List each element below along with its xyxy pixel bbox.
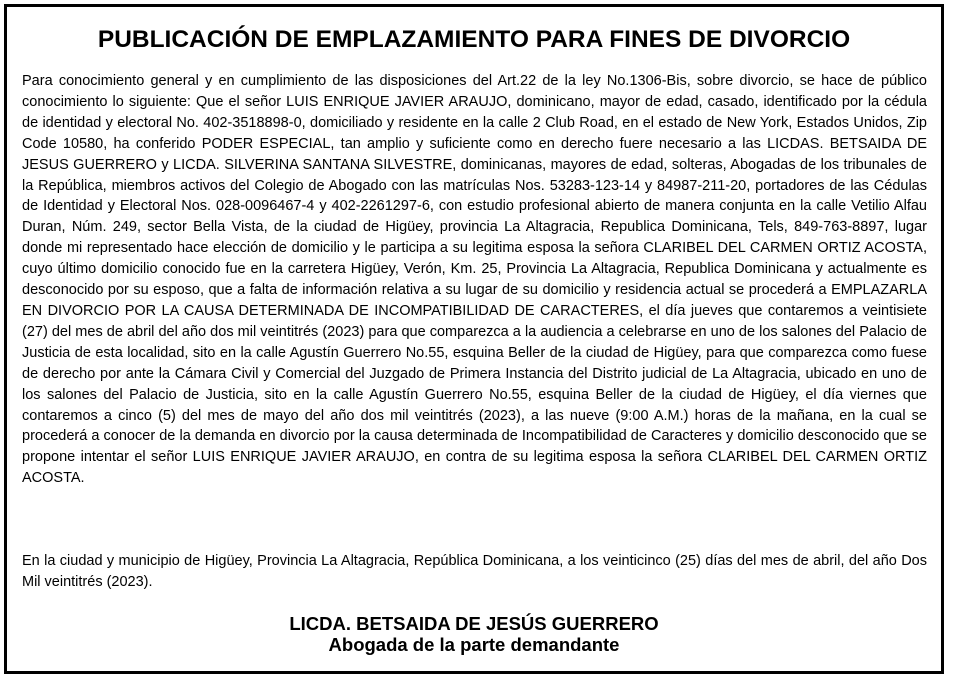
signature-role: Abogada de la parte demandante [328, 634, 620, 655]
notice-body-paragraph: Para conocimiento general y en cumplimiento de las disposiciones del Art.22 de la ley No.1306-Bis, sobre divorcio, se hace de público conocimiento lo siguiente: Que el señor LUIS ENRIQUE JAVIER ARAUJO, dominicano, mayor de edad, casado, identificado por la cédula de identidad y electoral No. 402-3518898-0, domiciliado y residente en la calle 2 Club Road, en el estado de New York, Estados Unidos, Zip Code 10580, ha conferido PODER ESPECIAL, tan amplio y suficiente como en derecho fuere necesario a las LICDAS. BETSAIDA DE JESUS GUERRERO y LICDA. SILVERINA SANTANA SILVESTRE, dominicanas, mayores de edad, solteras, Abogadas de los tribunales de la República, miembros activos del Colegio de Abogado con las matrículas Nos. 53283-123-14 y 84987-211-20, portadores de las Cédulas de Identidad y Electoral Nos. 028-0096467-4 y 402-2261297-6, con estudio profesional abierto de manera conjunta en la calle Vetilio Alfau Duran, Núm. 249, sector Bella Vista, de la ciudad de Higüey, provincia La Altagracia, Republica Dominicana, Tels, 849-763-8897, lugar donde mi representado hace elección de domicilio y le participa a su legitima esposa la señora CLARIBEL DEL CARMEN ORTIZ ACOSTA, cuyo último domicilio conocido fue en la carretera Higüey, Verón, Km. 25, Provincia La Altagracia, Republica Dominicana y actualmente es desconocido por su esposo, que a falta de información relativa a su lugar de su domicilio y residencia actual se procederá a EMPLAZARLA EN DIVORCIO POR LA CAUSA DETERMINADA DE INCOMPATIBILIDAD DE CARACTERES, el día jueves que contaremos a veintisiete (27) del mes de abril del año dos mil veintitrés (2023) para que comparezca a la audiencia a celebrarse en uno de los salones del Palacio de Justicia de esta localidad, sito en la calle Agustín Guerrero No.55, esquina Beller de la ciudad de Higüey, para que comparezca como fuese de derecho por ante la Cámara Civil y Comercial del Juzgado de Primera Instancia del Distrito judicial de La Altagracia, ubicado en uno de los salones del Palacio de Justicia, sito en la calle Agustín Guerrero No.55, esquina Beller de la ciudad de Higüey, el día viernes que contaremos a cinco (5) del mes de mayo del año dos mil veintitrés (2023), a las nueve (9:00 A.M.) horas de la mañana, en la cual se procederá a conocer de la demanda en divorcio por la causa determinada de Incompatibilidad de Caracteres y domicilio desconocido que se propone intentar el señor LUIS ENRIQUE JAVIER ARAUJO, en contra de su legitima esposa la señora CLARIBEL DEL CARMEN ORTIZ ACOSTA. [22, 73, 927, 487]
notice-date-paragraph: En la ciudad y municipio de Higüey, Provincia La Altagracia, República Dominicana, a los veinticinco (25) días del mes de abril, del año Dos Mil veintitrés (2023). [22, 553, 927, 590]
legal-notice [4, 4, 944, 674]
notice-title: PUBLICACIÓN DE EMPLAZAMIENTO PARA FINES DE DIVORCIO [97, 26, 851, 53]
signature-name: LICDA. BETSAIDA DE JESÚS GUERRERO [289, 613, 659, 634]
signature-block [7, 613, 941, 655]
